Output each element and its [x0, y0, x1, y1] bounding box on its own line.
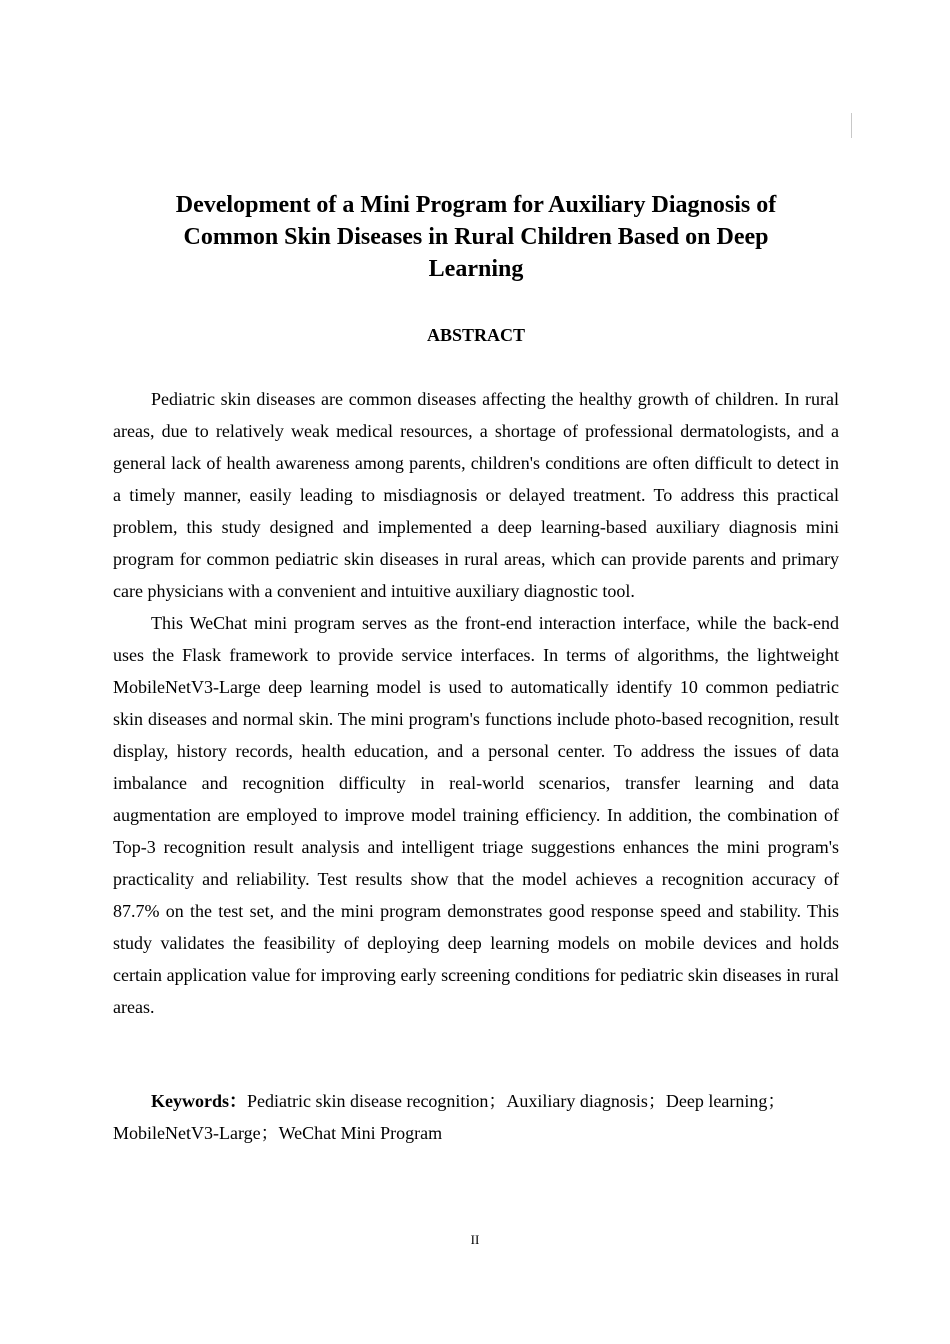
- keywords-list: Pediatric skin disease recognition；Auxiliary diagnosis；Deep learning；MobileNetV3-Large；WeChat Mini Program: [113, 1091, 786, 1143]
- abstract-body: [113, 383, 839, 1023]
- abstract-paragraph: This WeChat mini program serves as the front-end interaction interface, while the back-end uses the Flask framework to provide service interfaces. In terms of algorithms, the lightweight MobileNetV3-Large deep learning model is used to automatically identify 10 common pediatric skin diseases and normal skin. The mini program's functions include photo-based recognition, result display, history records, health education, and a personal center. To address the issues of data imbalance and recognition difficulty in real-world scenarios, transfer learning and data augmentation are employed to improve model training efficiency. In addition, the combination of Top-3 recognition result analysis and intelligent triage suggestions enhances the mini program's practicality and reliability. Test results show that the model achieves a recognition accuracy of 87.7% on the test set, and the mini program demonstrates good response speed and stability. This study validates the feasibility of deploying deep learning models on mobile devices and holds certain application value for improving early screening conditions for pediatric skin diseases in rural areas.: [113, 613, 839, 1017]
- document-title: [113, 189, 839, 285]
- title-line: Learning: [428, 256, 524, 282]
- abstract-heading: ABSTRACT: [426, 325, 526, 345]
- keywords-label: Keywords：: [151, 1091, 247, 1111]
- title-line: Development of a Mini Program for Auxiliary Diagnosis of: [175, 192, 777, 218]
- keywords-section: [113, 1085, 839, 1149]
- header-divider: [851, 113, 852, 138]
- page-number: II: [470, 1232, 480, 1247]
- title-line: Common Skin Diseases in Rural Children Based on Deep: [183, 224, 769, 250]
- abstract-paragraph: Pediatric skin diseases are common diseases affecting the healthy growth of children. In rural areas, due to relatively weak medical resources, a shortage of professional dermatologists, and a general lack of health awareness among parents, children's conditions are often difficult to detect in a timely manner, easily leading to misdiagnosis or delayed treatment. To address this practical problem, this study designed and implemented a deep learning-based auxiliary diagnosis mini program for common pediatric skin diseases in rural areas, which can provide parents and primary care physicians with a convenient and intuitive auxiliary diagnostic tool.: [113, 389, 839, 601]
